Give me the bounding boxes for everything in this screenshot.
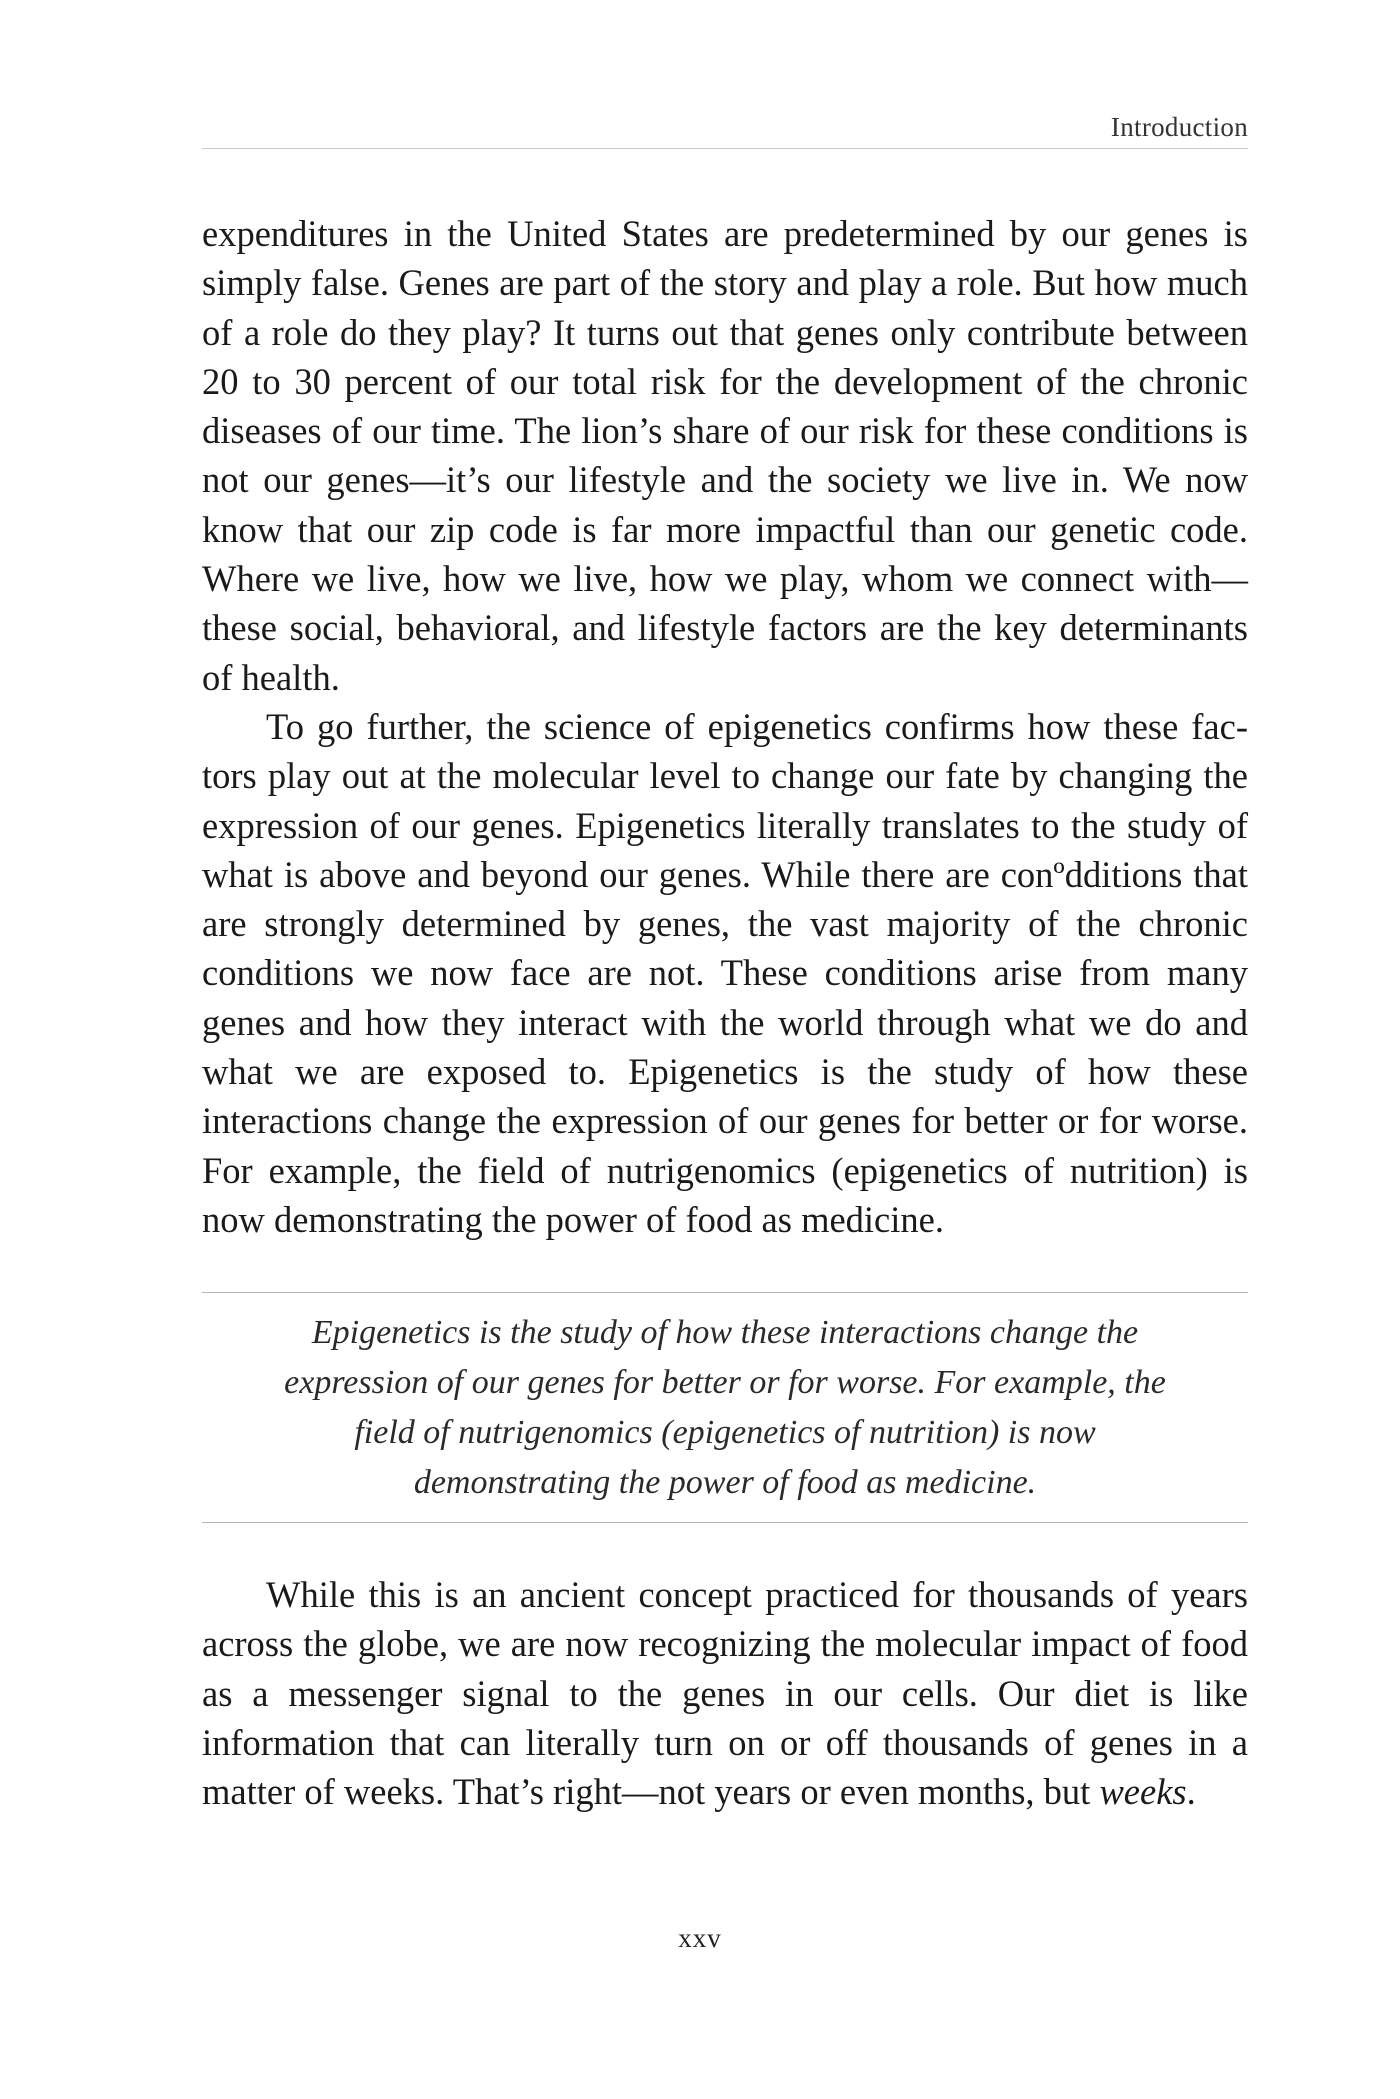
closing-text: While this is an ancient concept practiced for thousands of years across the globe, we are now recognizing the molecular impact of food as a messenger signal to the genes in our cells. Our diet is like information that can literally turn on or off thousands of genes in a matter of weeks. That’s right—not years or even months, but	[202, 1574, 1248, 1813]
body-paragraph-3	[202, 1570, 1248, 1816]
emphasized-word: weeks	[1099, 1771, 1187, 1813]
header-divider	[202, 148, 1248, 149]
body-paragraph-1: expenditures in the United States are predetermined by our genes is simply false. Genes are part of the story and play a role. But how much of a role do they play? It turns out that genes only contribute between 20 to 30 percent of our total risk for the development of the chronic diseases of our time. The lion’s share of our risk for these conditions is not our genes—it’s our lifestyle and the society we live in. We now know that our zip code is far more impactful than our genetic code. Where we live, how we live, how we play, whom we connect with—these social, behavioral, and lifestyle factors are the key determinants of health.	[202, 213, 1248, 698]
closing-period: .	[1186, 1771, 1196, 1813]
pullquote-top-rule	[202, 1292, 1248, 1293]
body-paragraph-2: To go further, the science of epigenetics confirms how these factors play out at the molecular level to change our fate by changing the expression of our genes. Epigenetics literally translates to the study of what is above and beyond our genes. While there are conºdditions that are strongly determined by genes, the vast majority of the chronic conditions we now face are not. These conditions arise from many genes and how they interact with the world through what we do and what we are exposed to. Epigenetics is the study of how these interactions change the expression of our genes for better or for worse. For example, the field of nutrigenomics (epigenetics of nutrition) is now demonstrating the power of food as medicine.	[202, 706, 1248, 1240]
pullquote: Epigenetics is the study of how these interactions change the expression of our genes for better or for worse. For example, the field of nutrigenomics (epigenetics of nutrition) is now demonstrating the power of food as medicine.	[284, 1314, 1166, 1501]
page-number: xxv	[678, 1923, 722, 1953]
pullquote-bottom-rule	[202, 1522, 1248, 1523]
running-head: Introduction	[1110, 112, 1248, 142]
